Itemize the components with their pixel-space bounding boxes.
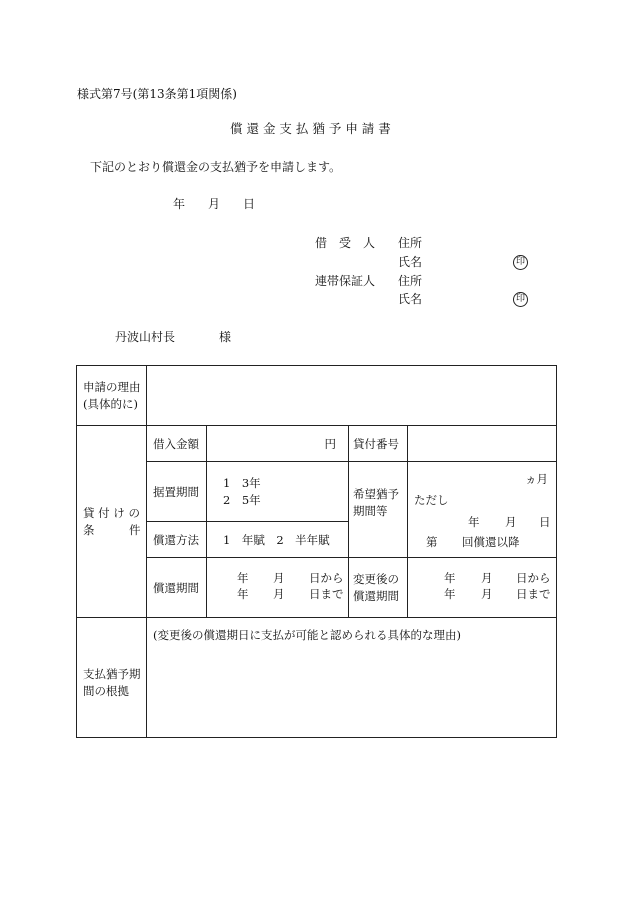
installment-prefix: 第 bbox=[426, 535, 438, 549]
desired-deferral-label-cell bbox=[349, 462, 408, 558]
basis-label-line1: 支払猶予期 bbox=[83, 666, 141, 681]
changed-period-label-cell bbox=[349, 558, 408, 618]
changed-to-suffix: 日まで bbox=[516, 586, 551, 601]
deferral-year-label: 年 bbox=[468, 515, 480, 529]
loan-amount-label: 借入金額 bbox=[153, 436, 199, 451]
changed-from-month: 月 bbox=[481, 570, 493, 585]
document-title: 償 還 金 支 払 猶 予 申 請 書 bbox=[230, 121, 391, 136]
months-unit: ヵ月 bbox=[525, 472, 548, 486]
repayment-period-label: 償還期間 bbox=[153, 580, 199, 595]
guarantor-address-label: 住所 bbox=[398, 274, 423, 288]
grace-option-1[interactable]: 1 3年 bbox=[223, 475, 261, 490]
date-day-label: 日 bbox=[243, 197, 256, 211]
addressee-name: 丹波山村長 bbox=[115, 330, 176, 344]
basis-label-line2: 間の根拠 bbox=[83, 683, 129, 698]
guarantor-seal-mark: 印 bbox=[513, 292, 528, 307]
repayment-period-label-cell bbox=[147, 558, 207, 618]
repayment-method-label: 償還方法 bbox=[153, 532, 199, 547]
desired-deferral-label-line2: 期間等 bbox=[353, 503, 388, 518]
reason-label-line1: 申請の理由 bbox=[83, 379, 141, 394]
period-to-month: 月 bbox=[273, 586, 285, 601]
reason-label-cell bbox=[77, 366, 147, 426]
loan-amount-field[interactable] bbox=[207, 426, 349, 462]
addressee-honorific: 様 bbox=[219, 330, 232, 344]
loan-number-label-cell bbox=[349, 426, 408, 462]
form-number: 様式第7号(第13条第1項関係) bbox=[77, 87, 237, 101]
loan-terms-label-line1: 貸 付 け の bbox=[83, 505, 140, 520]
date-year-label: 年 bbox=[173, 197, 186, 211]
deferral-month-label: 月 bbox=[505, 515, 517, 529]
period-to-suffix: 日まで bbox=[309, 586, 344, 601]
borrower-address-label: 住所 bbox=[398, 236, 423, 250]
loan-number-label: 貸付番号 bbox=[353, 436, 399, 451]
period-from-month: 月 bbox=[273, 570, 285, 585]
loan-terms-label-line2: 条 件 bbox=[83, 522, 141, 537]
intro-text: 下記のとおり償還金の支払猶予を申請します。 bbox=[90, 160, 342, 174]
changed-from-year: 年 bbox=[444, 570, 456, 585]
loan-amount-unit: 円 bbox=[324, 436, 336, 451]
basis-input-field[interactable] bbox=[147, 618, 557, 738]
desired-deferral-field[interactable] bbox=[408, 462, 557, 558]
proviso-label: ただし bbox=[414, 493, 449, 507]
borrower-name-label: 氏名 bbox=[398, 255, 423, 269]
changed-from-suffix: 日から bbox=[516, 570, 551, 585]
grace-period-options-cell[interactable] bbox=[207, 462, 349, 522]
reason-input-field[interactable] bbox=[147, 366, 557, 426]
borrower-seal-mark: 印 bbox=[513, 255, 528, 270]
basis-label-cell bbox=[77, 618, 147, 738]
repayment-method-options[interactable]: 1 年賦 2 半年賦 bbox=[223, 532, 330, 547]
borrower-label: 借 受 人 bbox=[315, 236, 376, 250]
changed-period-field[interactable] bbox=[408, 558, 557, 618]
loan-amount-label-cell bbox=[147, 426, 207, 462]
changed-to-month: 月 bbox=[481, 586, 493, 601]
loan-terms-label-cell bbox=[77, 426, 147, 618]
grace-period-label: 据置期間 bbox=[153, 484, 199, 499]
repayment-method-label-cell bbox=[147, 522, 207, 558]
guarantor-label: 連帯保証人 bbox=[315, 274, 376, 288]
repayment-period-field[interactable] bbox=[207, 558, 349, 618]
changed-period-label-line1: 変更後の bbox=[353, 571, 399, 586]
grace-period-label-cell bbox=[147, 462, 207, 522]
period-from-year: 年 bbox=[237, 570, 249, 585]
loan-number-field[interactable] bbox=[408, 426, 557, 462]
date-month-label: 月 bbox=[208, 197, 221, 211]
period-from-suffix: 日から bbox=[309, 570, 344, 585]
guarantor-name-label: 氏名 bbox=[398, 292, 423, 306]
deferral-day-label: 日 bbox=[539, 515, 551, 529]
period-to-year: 年 bbox=[237, 586, 249, 601]
desired-deferral-label-line1: 希望猶予 bbox=[353, 486, 399, 501]
changed-to-year: 年 bbox=[444, 586, 456, 601]
grace-option-2[interactable]: 2 5年 bbox=[223, 492, 261, 507]
reason-label-line2: (具体的に) bbox=[83, 396, 138, 411]
repayment-method-options-cell[interactable] bbox=[207, 522, 349, 558]
basis-note: (変更後の償還期日に支払が可能と認められる具体的な理由) bbox=[153, 628, 461, 642]
changed-period-label-line2: 償還期間 bbox=[353, 588, 399, 603]
installment-suffix: 回償還以降 bbox=[462, 535, 520, 549]
application-form-table bbox=[76, 365, 557, 738]
